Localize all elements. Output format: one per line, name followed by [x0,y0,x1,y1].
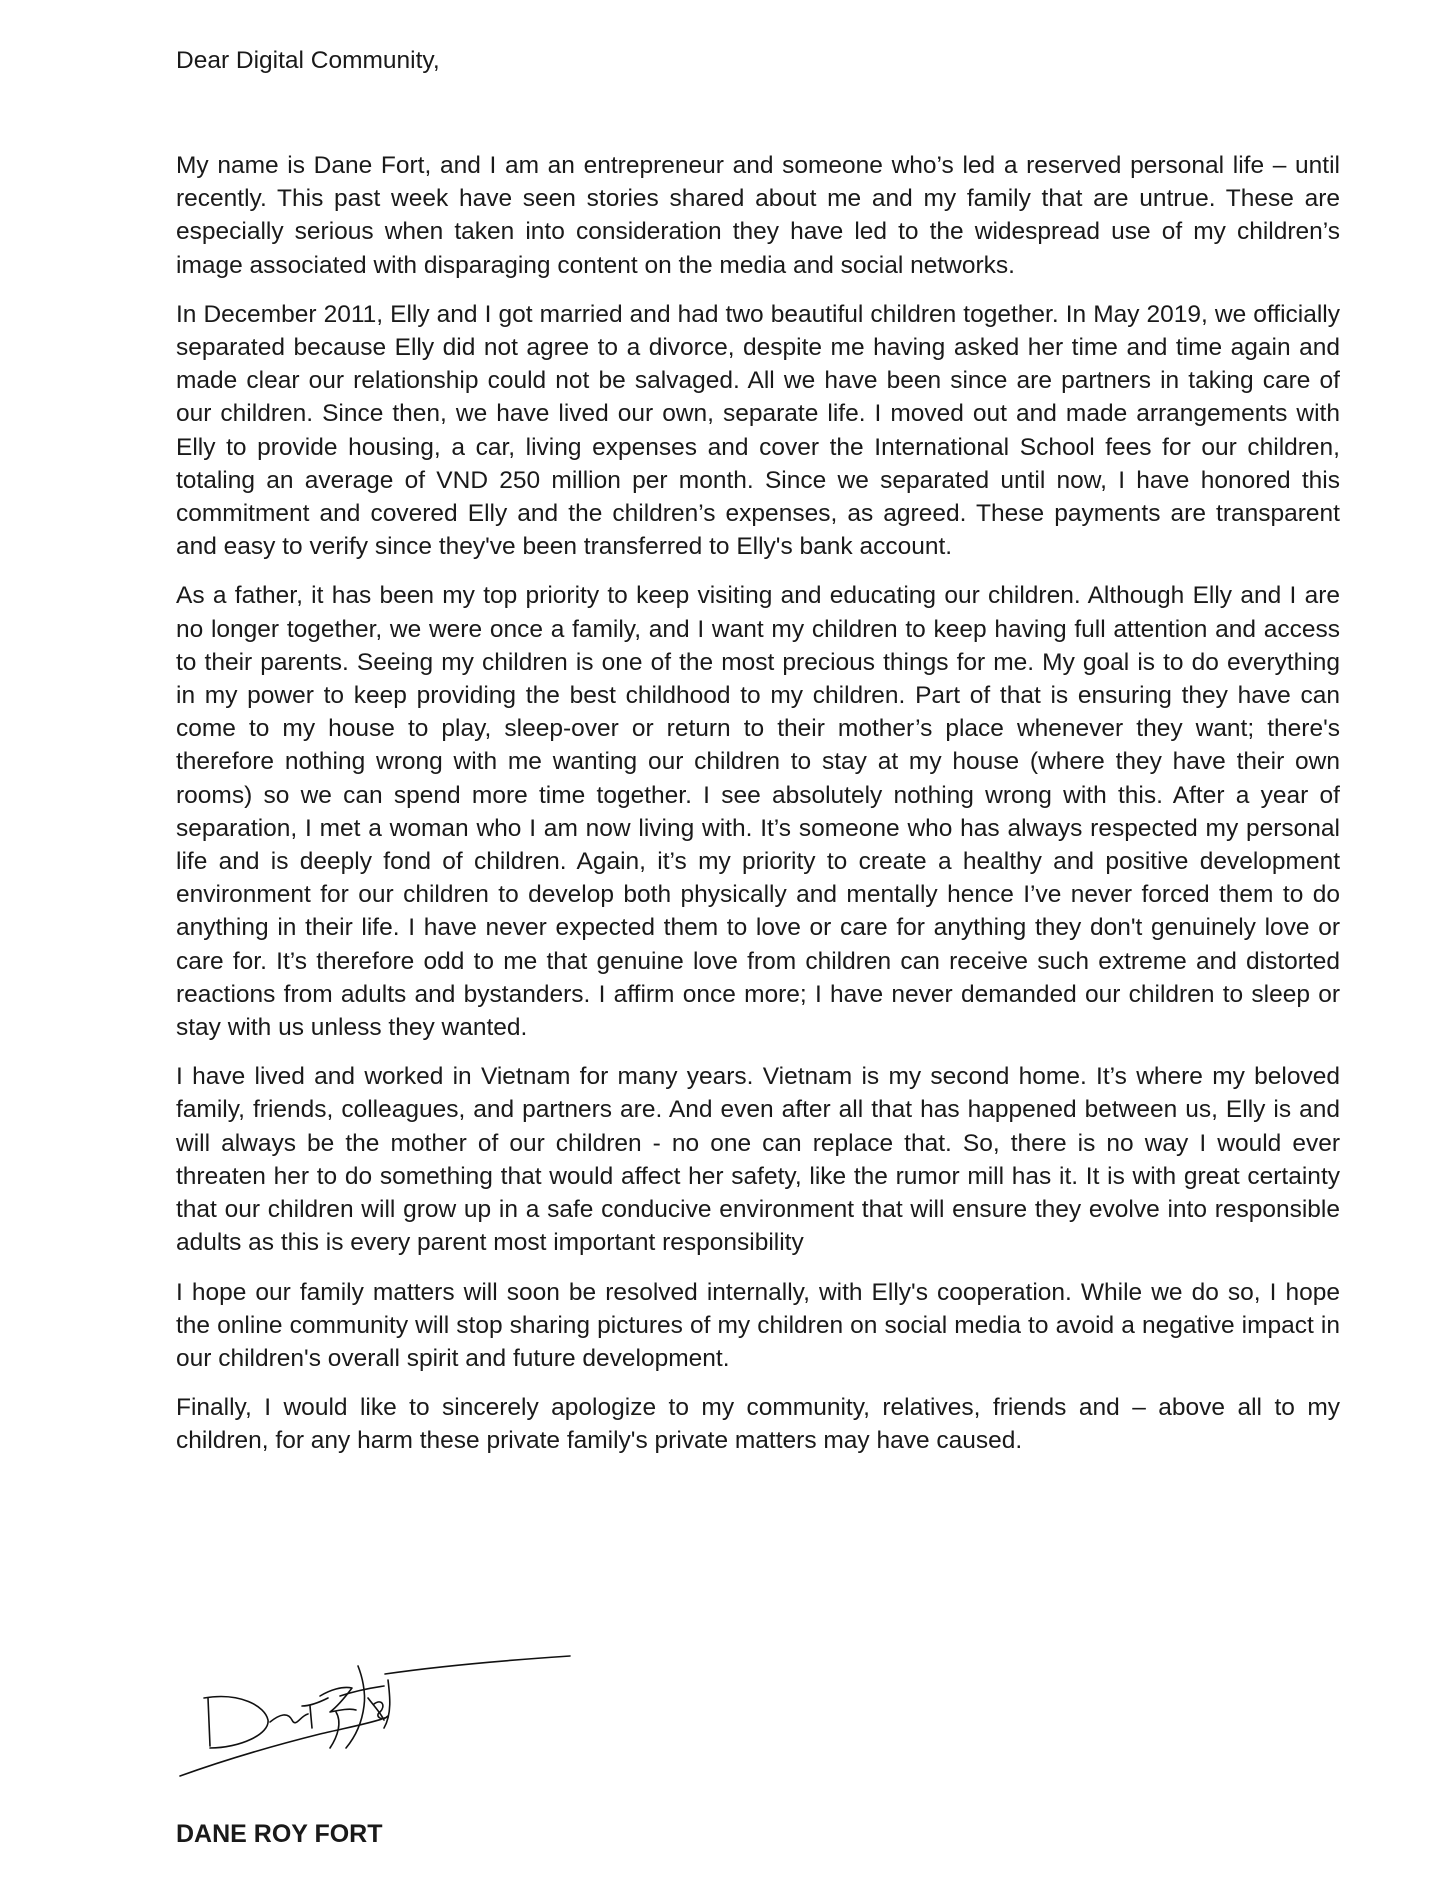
signer-name: DANE ROY FORT [176,1820,383,1848]
salutation: Dear Digital Community, [176,47,440,74]
letter-body [176,149,1340,1474]
paragraph-6: Finally, I would like to sincerely apologize to my community, relatives, friends and – above all to my children, for any harm these private family's private matters may have caused. [176,1394,1340,1455]
signature-icon [170,1636,590,1786]
paragraph-5: I hope our family matters will soon be resolved internally, with Elly's cooperation. While we do so, I hope the online community will stop sharing pictures of my children on social media to avoid a negative impact in our children's overall spirit and future development. [176,1278,1340,1372]
paragraph-3: As a father, it has been my top priority to keep visiting and educating our children. Although Elly and I are no longer together, we were once a family, and I want my children to keep having full attention and access to their parents. Seeing my children is one of the most precious things for me. My goal is to do everything in my power to keep providing the best childhood to my children. Part of that is ensuring they have can come to my house to play, sleep-over or return to their mother’s place whenever they want; there's therefore nothing wrong with me wanting our children to stay at my house (where they have their own rooms) so we can spend more time together. I see absolutely nothing wrong with this. After a year of separation, I met a woman who I am now living with. It’s someone who has always respected my personal life and is deeply fond of children. Again, it’s my priority to create a healthy and positive development environment for our children to develop both physically and mentally hence I’ve never forced them to do anything in their life. I have never expected them to love or care for anything they don't genuinely love or care for. It’s therefore odd to me that genuine love from children can receive such extreme and distorted reactions from adults and bystanders. I affirm once more; I have never demanded our children to sleep or stay with us unless they wanted. [176,582,1340,1042]
paragraph-4: I have lived and worked in Vietnam for many years. Vietnam is my second home. It’s where my beloved family, friends, colleagues, and partners are. And even after all that has happened between us, Elly is and will always be the mother of our children - no one can replace that. So, there is no way I would ever threaten her to do something that would affect her safety, like the rumor mill has it. It is with great certainty that our children will grow up in a safe conducive environment that will ensure they evolve into responsible adults as this is every parent most important responsibility [176,1063,1340,1257]
paragraph-2: In December 2011, Elly and I got married and had two beautiful children together. In May 2019, we officially separated because Elly did not agree to a divorce, despite me having asked her time and time again and made clear our relationship could not be salvaged. All we have been since are partners in taking care of our children. Since then, we have lived our own, separate life. I moved out and made arrangements with Elly to provide housing, a car, living expenses and cover the International School fees for our children, totaling an average of VND 250 million per month. Since we separated until now, I have honored this commitment and covered Elly and the children’s expenses, as agreed. These payments are transparent and easy to verify since they've been transferred to Elly's bank account. [176,300,1340,561]
paragraph-1: My name is Dane Fort, and I am an entrepreneur and someone who’s led a reserved personal life – until recently. This past week have seen stories shared about me and my family that are untrue. These are especially serious when taken into consideration they have led to the widespread use of my children’s image associated with disparaging content on the media and social networks. [176,152,1340,279]
